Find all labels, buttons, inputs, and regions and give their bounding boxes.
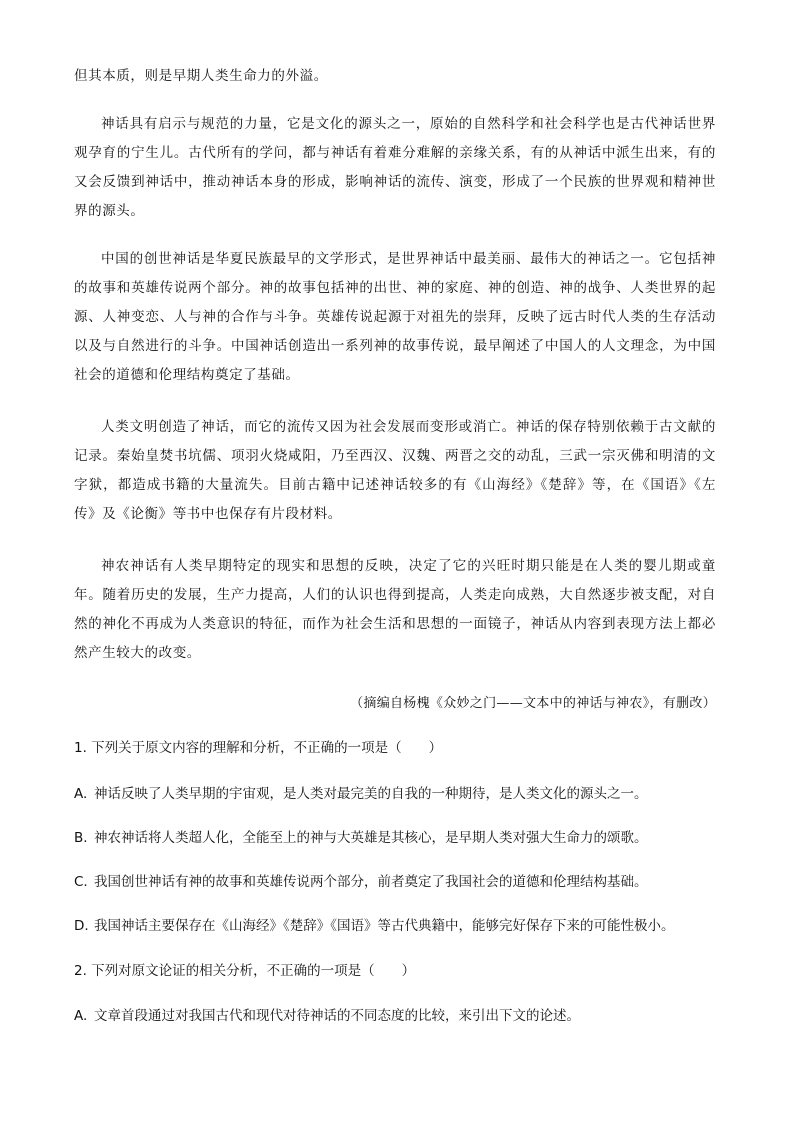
option-letter: B. [74, 830, 88, 846]
option-text: 我国神话主要保存在《山海经》《楚辞》《国语》等古代典籍中，能够完好保存下来的可能性极小。 [94, 918, 675, 934]
option-letter: D. [74, 918, 89, 934]
passage-paragraph-2: 中国的创世神话是华夏民族最早的文学形式，是世界神话中最美丽、最伟大的神话之一。它包括神的故事和英雄传说两个部分。神的故事包括神的出世、神的家庭、神的创造、神的战争、人类世界的起源、人神变恋、人与神的合作与斗争。英雄传说起源于对祖先的崇拜，反映了远古时代人类的生存活动以及与自然进行的斗争。中国神话创造出一系列神的故事传说，最早阐述了中国人的人文理念，为中国社会的道德和伦理结构奠定了基础。 [74, 251, 716, 383]
passage-paragraph-4: 神农神话有人类早期特定的现实和思想的反映，决定了它的兴旺时期只能是在人类的婴儿期或童年。随着历史的发展，生产力提高，人们的认识也得到提高，人类走向成熟，大自然逐步被支配，对自然的神化不再成为人类意识的特征，而作为社会生活和思想的一面镜子，神话从内容到表现方法上都必然产生较大的改变。 [74, 558, 716, 661]
question-1-option-b[interactable] [74, 828, 724, 848]
question-2-option-a[interactable] [74, 1006, 724, 1026]
option-text: 我国创世神话有神的故事和英雄传说两个部分，前者奠定了我国社会的道德和伦理结构基础。 [94, 874, 648, 890]
option-text: 神话反映了人类早期的宇宙观，是人类对最完美的自我的一种期待，是人类文化的源头之一。 [94, 786, 648, 802]
option-letter: A. [74, 1008, 88, 1024]
passage-paragraph-0: 但其本质，则是早期人类生命力的外溢。 [74, 68, 328, 84]
passage-paragraph-3: 人类文明创造了神话，而它的流传又因为社会发展而变形或消亡。神话的保存特别依赖于古文献的记录。秦始皇焚书坑儒、项羽火烧咸阳，乃至西汉、汉魏、两晋之交的动乱，三武一宗灭佛和明清的文字狱，都造成书籍的大量流失。目前古籍中记述神话较多的有《山海经》《楚辞》等，在《国语》《左传》及《论衡》等书中也保存有片段材料。 [74, 419, 716, 522]
question-1-stem: 1. 下列关于原文内容的理解和分析，不正确的一项是（ ） [74, 740, 443, 756]
question-1-option-d[interactable] [74, 916, 724, 936]
question-1-option-c[interactable] [74, 872, 724, 892]
option-letter: C. [74, 874, 88, 890]
question-2-stem: 2. 下列对原文论证的相关分析，不正确的一项是（ ） [74, 963, 416, 979]
option-text: 文章首段通过对我国古代和现代对待神话的不同态度的比较，来引出下文的论述。 [94, 1008, 580, 1024]
question-1-option-a[interactable] [74, 784, 724, 804]
option-letter: A. [74, 786, 88, 802]
passage-paragraph-1: 神话具有启示与规范的力量，它是文化的源头之一，原始的自然科学和社会科学也是古代神话世界观孕育的宁生儿。古代所有的学问，都与神话有着难分难解的亲缘关系，有的从神话中派生出来，有的又会反馈到神话中，推动神话本身的形成，影响神话的流传、演变，形成了一个民族的世界观和精神世界的源头。 [74, 116, 716, 219]
option-text: 神农神话将人类超人化，全能至上的神与大英雄是其核心，是早期人类对强大生命力的颂歌。 [94, 830, 648, 846]
passage-source: （摘编自杨槐《众妙之门——文本中的神话与神农》，有删改） [350, 696, 716, 711]
